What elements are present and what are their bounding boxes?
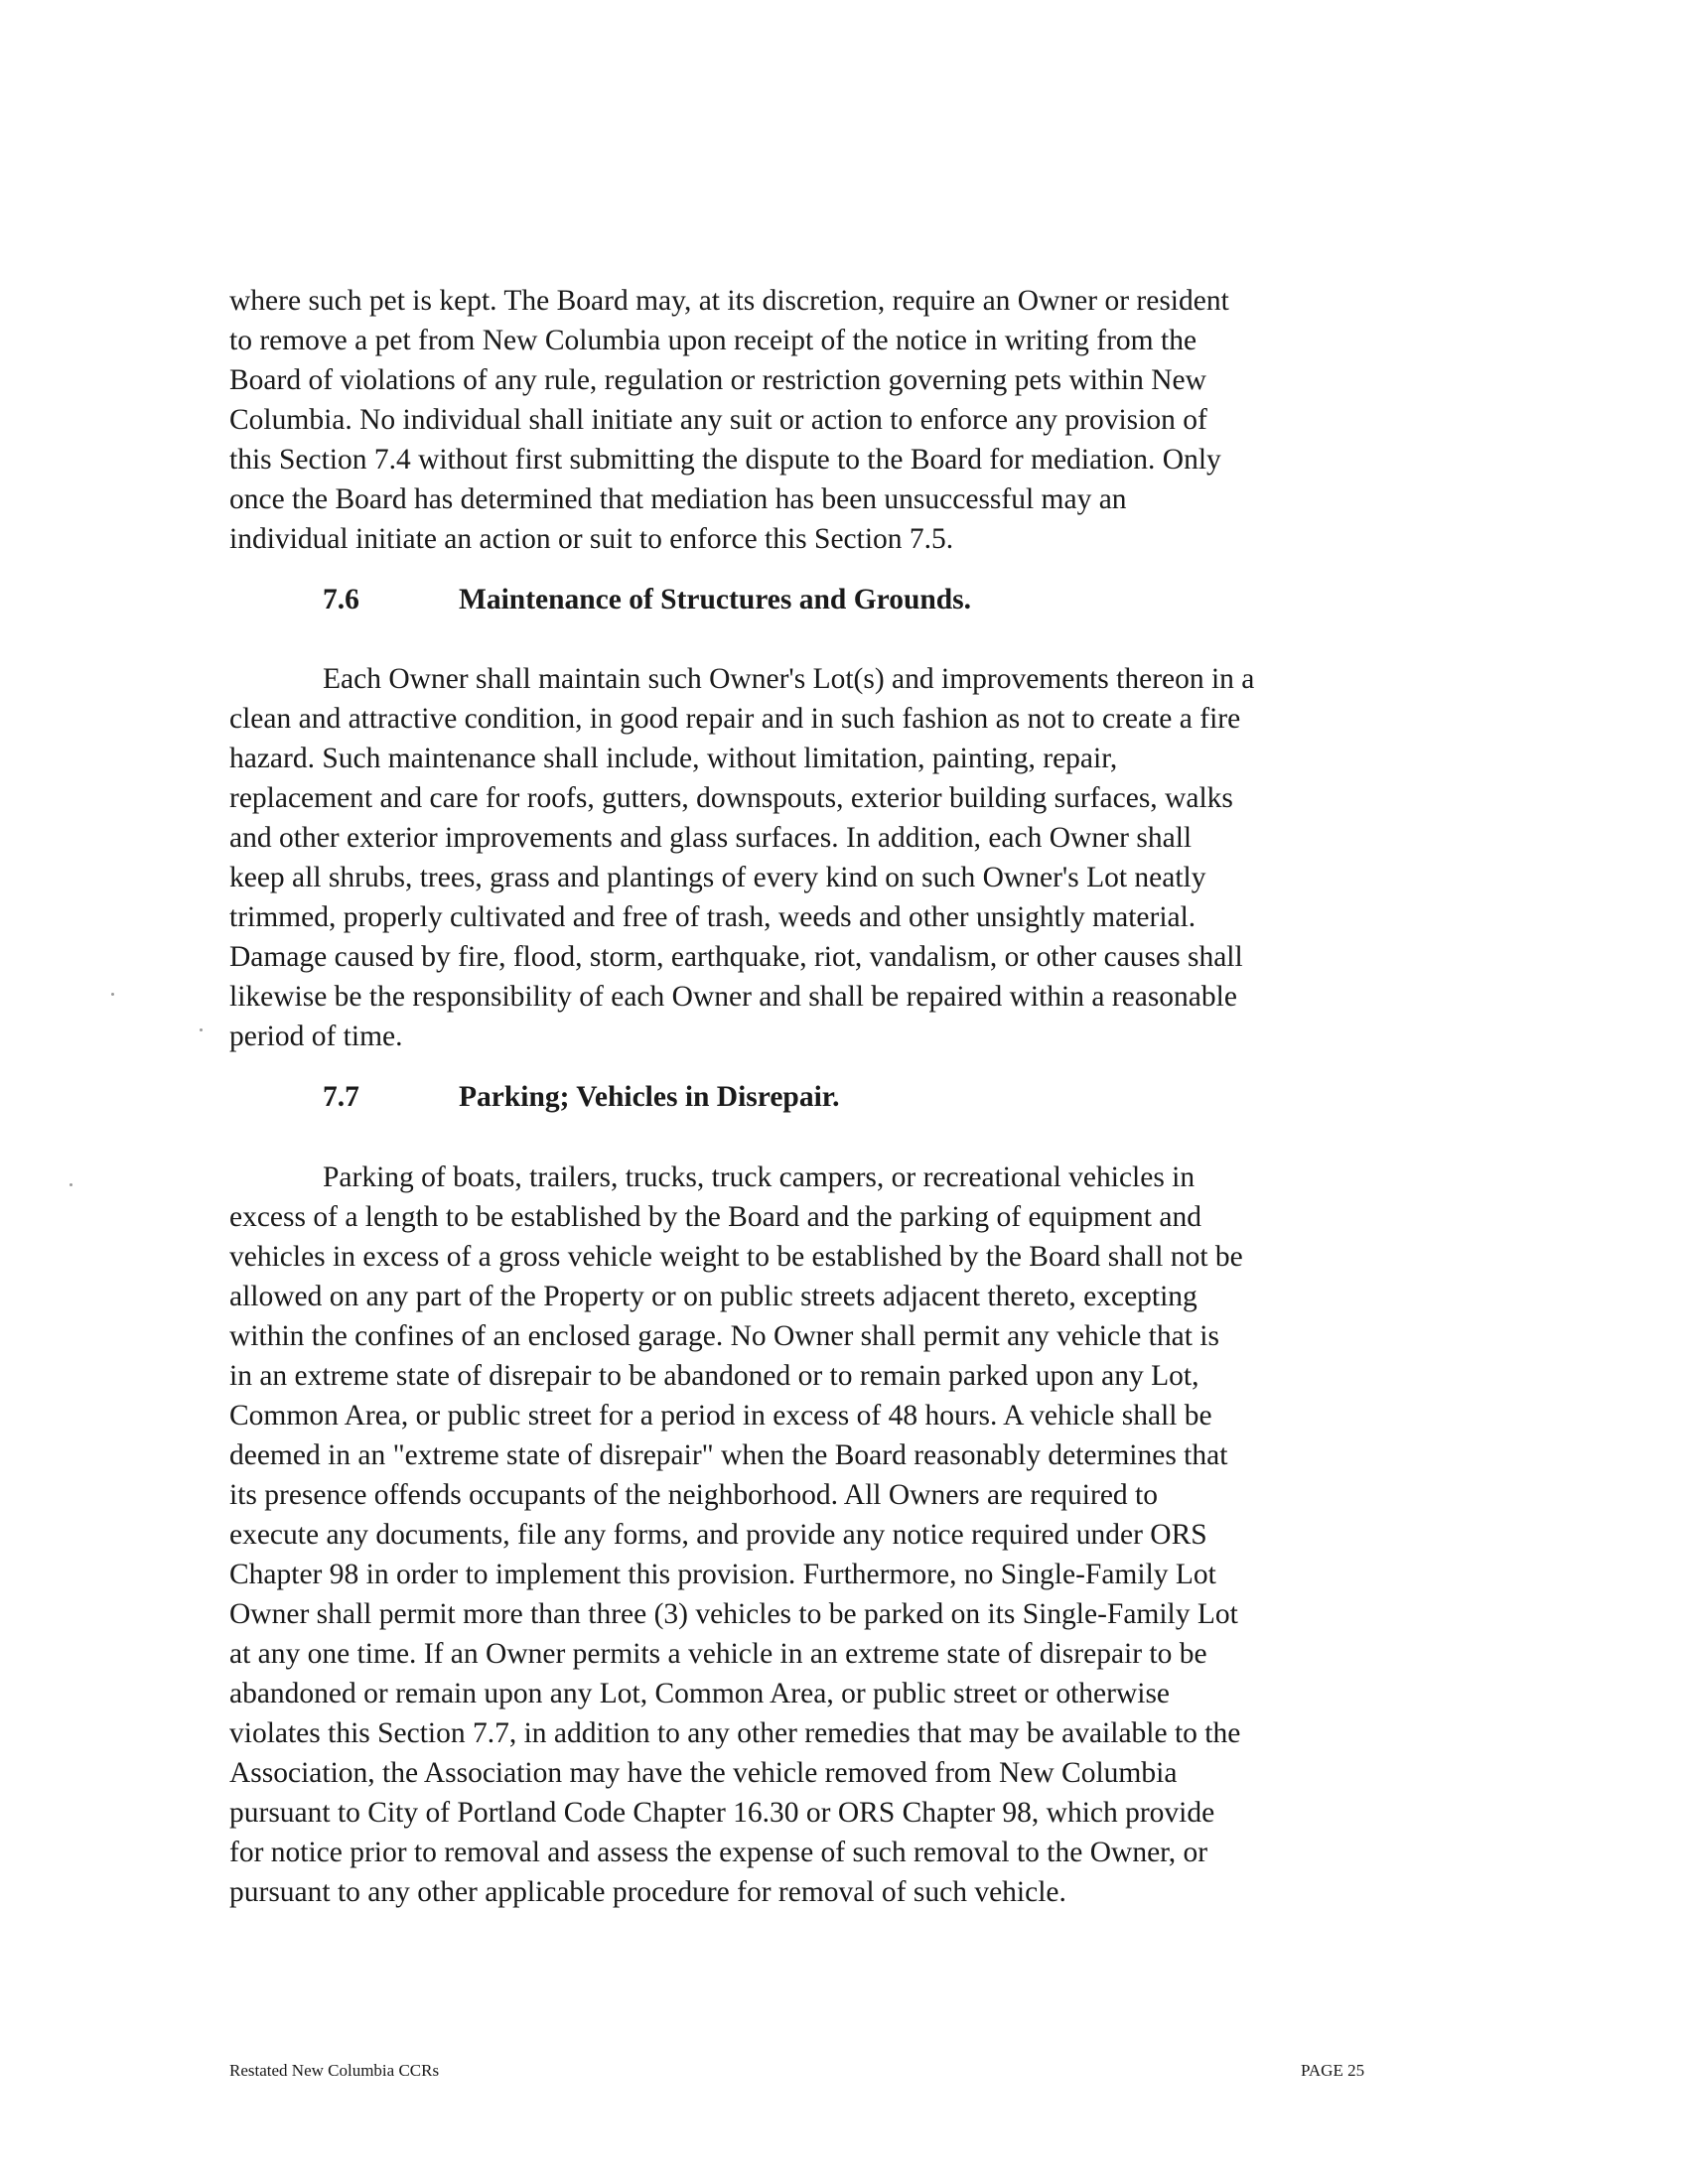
section-7-7-paragraph [229,1158,1381,1912]
scan-speck [70,1183,72,1186]
footer-document-title: Restated New Columbia CCRs [229,2061,440,2080]
section-title: Maintenance of Structures and Grounds. [459,584,972,615]
paragraph-line: pursuant to any other applicable procedure for removal of such vehicle. [229,1876,1066,1908]
section-number: 7.6 [323,584,359,615]
paragraph-line: in an extreme state of disrepair to be abandoned or to remain parked upon any Lot, [229,1360,1199,1392]
paragraph-line: keep all shrubs, trees, grass and plantings of every kind on such Owner's Lot neatly [229,862,1206,893]
paragraph-line: for notice prior to removal and assess the expense of such removal to the Owner, or [229,1837,1208,1868]
section-7-6-paragraph [229,659,1381,1056]
paragraph-line: excess of a length to be established by the Board and the parking of equipment and [229,1201,1201,1233]
section-title: Parking; Vehicles in Disrepair. [459,1081,840,1113]
footer-page-number: PAGE 25 [1301,2061,1365,2080]
paragraph-line: Owner shall permit more than three (3) vehicles to be parked on its Single-Family Lot [229,1598,1238,1630]
paragraph-line: abandoned or remain upon any Lot, Common Area, or public street or otherwise [229,1678,1171,1709]
paragraph-line: Each Owner shall maintain such Owner's Lot(s) and improvements thereon in a [323,663,1255,695]
paragraph-line: trimmed, properly cultivated and free of trash, weeds and other unsightly material. [229,901,1196,933]
paragraph-line: within the confines of an enclosed garage. No Owner shall permit any vehicle that is [229,1320,1219,1352]
paragraph-line: Board of violations of any rule, regulation or restriction governing pets within New [229,364,1206,396]
paragraph-line: Columbia. No individual shall initiate any suit or action to enforce any provision of [229,404,1207,436]
paragraph-line: clean and attractive condition, in good repair and in such fashion as not to create a fire [229,703,1241,735]
paragraph-line: allowed on any part of the Property or on public streets adjacent thereto, excepting [229,1281,1197,1312]
paragraph-line: deemed in an "extreme state of disrepair" when the Board reasonably determines that [229,1439,1228,1471]
paragraph-line: pursuant to City of Portland Code Chapter 16.30 or ORS Chapter 98, which provide [229,1797,1215,1829]
paragraph-line: execute any documents, file any forms, and provide any notice required under ORS [229,1519,1207,1551]
section-heading-7-7 [323,1077,840,1117]
paragraph-line: replacement and care for roofs, gutters, downspouts, exterior building surfaces, walks [229,782,1233,814]
section-heading-7-6 [323,580,971,619]
paragraph-line: Chapter 98 in order to implement this provision. Furthermore, no Single-Family Lot [229,1559,1216,1590]
paragraph-line: its presence offends occupants of the neighborhood. All Owners are required to [229,1479,1158,1511]
paragraph-line: Parking of boats, trailers, trucks, truck campers, or recreational vehicles in [323,1161,1196,1193]
section-number: 7.7 [323,1081,359,1113]
paragraph-line: violates this Section 7.7, in addition to any other remedies that may be available to the [229,1717,1241,1749]
paragraph-line: likewise be the responsibility of each Owner and shall be repaired within a reasonable [229,981,1237,1013]
paragraph-line: vehicles in excess of a gross vehicle weight to be established by the Board shall not be [229,1241,1243,1273]
paragraph-line: hazard. Such maintenance shall include, without limitation, painting, repair, [229,743,1118,774]
paragraph-line: once the Board has determined that mediation has been unsuccessful may an [229,483,1127,515]
paragraph-line: individual initiate an action or suit to enforce this Section 7.5. [229,523,954,555]
scan-speck [111,993,114,996]
paragraph-line: at any one time. If an Owner permits a vehicle in an extreme state of disrepair to be [229,1638,1207,1670]
paragraph-line: this Section 7.4 without first submitting the dispute to the Board for mediation. Only [229,444,1221,476]
paragraph-line: where such pet is kept. The Board may, at its discretion, require an Owner or resident [229,285,1229,317]
paragraph-line: Common Area, or public street for a period in excess of 48 hours. A vehicle shall be [229,1400,1212,1432]
paragraph-line: period of time. [229,1021,403,1052]
paragraph-line: to remove a pet from New Columbia upon receipt of the notice in writing from the [229,325,1197,356]
scan-speck [200,1028,203,1031]
continuation-paragraph [229,281,1381,559]
paragraph-line: Damage caused by fire, flood, storm, earthquake, riot, vandalism, or other causes shall [229,941,1243,973]
paragraph-line: Association, the Association may have the vehicle removed from New Columbia [229,1757,1178,1789]
paragraph-line: and other exterior improvements and glass surfaces. In addition, each Owner shall [229,822,1193,854]
